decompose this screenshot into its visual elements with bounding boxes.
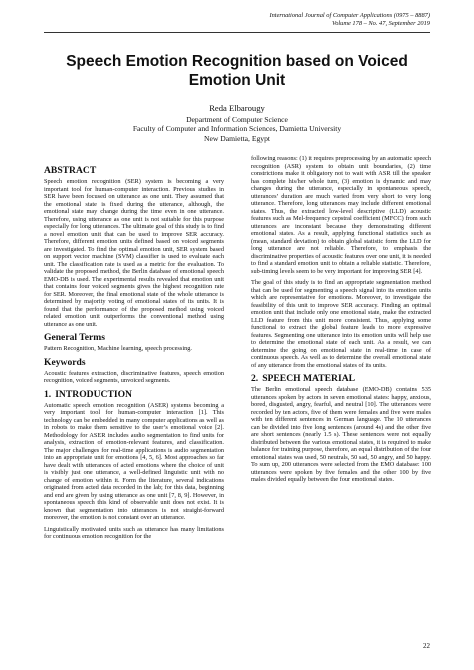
introduction-paragraph-1: Automatic speech emotion recognition (ASER) systems becoming a very important tool for human-computer interaction [1]. This technology can be embedded in many computer applications as well as in robots to make them sensitive to the user’s emotional voice [2]. Methodology for ASER includes audio segmentation to find units for analysis, extraction of emotion-relevant features, and classification. The major challenges for real-time applications is audio segmentation into an appropriate unit for emotions [4, 5, 6]. Most approaches so far have dealt with utterances of acted emotions where the choice of unit is visibly just one utterance, a well-defined linguistic unit with no change of emotion within it. Form the literature, several indications originated from acted data recorded in the lab; for this data, beginning and end are given by using utterance as one unit [7, 8, 9]. However, in spontaneous speech this kind of observable unit does not exist. It is known that segmentation into utterances is not straight-forward moreover, the emotion is not constant over an utterance. [44,401,224,521]
author-name: Reda Elbarougy [209,103,265,113]
journal-volume: Volume 178 – No. 47, September 2019 [332,20,430,28]
keywords-heading: Keywords [44,356,86,368]
general-terms-heading: General Terms [44,332,106,343]
section-number: 2. [251,373,259,384]
section-title: SPEECH MATERIAL [262,373,356,384]
journal-name: International Journal of Computer Applications (0975 – 8887) [269,12,430,19]
keywords-text: Acoustic features extraction, discriminative features, speech emotion recognition, voiced segments, unvoiced segments. [44,369,224,384]
section-number: 1. [44,388,52,400]
introduction-paragraph-2: Linguistically motivated units such as utterance has many limitations for continuous emotion recognition for the [44,525,224,540]
introduction-continued-2: The goal of this study is to find an appropriate segmentation method that can be used for segmenting a speech signal into its emotion units which are representative for emotions. Moreover, to investigate the feasibility of this unit to improve SER accuracy. Finding an optimal emotion unit that include only one emotional state, make the extracted LLD feature from this unit more consistent. Thus, applying some functional to extract the global feature leads to more expressive features. Segmenting one utterance into its emotion units will help use to determine the emotional state of each unit. As a result, we can determine the going on emotional state in real-time in case of continuous speech. As well as to determine the overall emotional state of any utterance from the emotional states of its units. [251,279,431,369]
page-number: 22 [423,642,430,650]
header-rule [44,32,430,33]
abstract-heading: ABSTRACT [44,165,97,176]
section-title: INTRODUCTION [55,388,132,400]
affiliation-department: Department of Computer Science [186,115,288,124]
right-column [251,155,431,488]
introduction-continued-1: following reasons: (1) it requires preprocessing by an automatic speech recognition (ASR) system to obtain unit boundaries, (2) time constrictions make it obligatory not to wait with ASR till the speaker has complete his/her whole turn, (3) emotion is dynamic and may changes during the utterance, especially in spontaneous speech, utterances’ duration are much varied from very short to very long utterance. Therefore, long utterances may include different emotional states. Thus, the extracted low-level descriptive (LLD) acoustic features such as Mel-frequency cepstral coefficient (MFCC) from such utterances are inconstant because they demonstrating different emotional states. As a result, applying functional statistics such as (mean, standard deviation) to obtain global statistic form the LLD for long utterance are not reliable. Therefore, to emphasis the discriminative properties of acoustic features over one unit, it is needed to find a standard emotion unit to obtain a reliable statistic. Therefore, sub-timing levels seem to be very important for improving SER [4]. [251,155,431,275]
affiliation-location: New Damietta, Egypt [203,133,270,143]
left-column [44,163,224,545]
affiliation-faculty: Faculty of Computer and Information Sciences, Damietta University [132,124,342,134]
paper-title: Speech Emotion Recognition based on Voiced Emotion Unit [66,53,408,89]
speech-material-text: The Berlin emotional speech database (EMO-DB) contains 535 utterances spoken by actors in seven emotional states: happy, anxious, bored, disgusted, angry, fearful, and neutral [10]. The utterances were recorded by ten actors, five of them were females and five were males with ten different sentences in German language. The 10 utterances can be divided into five long sentences (around 4s) and the other five are short sentences (nearly 1.5 s). These sentences were not equally distributed between the various emotional states, it is required to make balance for training purpose, therefore, an equal distribution of the four emotional states was used, 50 neutrals, 50 sad, 50 angry, and 50 happy. To sum up, 200 utterances were selected from the EMO database: 100 utterances were spoken by five females and the other 100 by five males divided equally between the four emotional states. [251,386,431,483]
author-affiliation [0,115,474,143]
general-terms-text: Pattern Recognition, Machine learning, speech processing. [44,345,192,352]
speech-material-heading [251,373,431,384]
introduction-heading [44,389,224,400]
journal-header [269,12,430,28]
abstract-text: Speech emotion recognition (SER) system is becoming a very important tool for human-computer interaction. Previous studies in SER have been focused on utterance as one unit. They assumed that the emotional state is fixed during the utterance, although, the emotional state may change during the time even in one utterance. Therefore, using utterance as one unit is not suitable for this purpose especially for long utterances. The ultimate goal of this study is to find a novel emotion unit that can be used to improve SER accuracy. Therefore, different emotion units defined based on voiced segments are investigated. To find the optimal emotion unit, SER system based on support vector machine (SVM) classifier is used to evaluate each unit. The classification rate is used as a metric for the evaluation. To validate the proposed method, the Berlin database of emotional speech EMO-DB is used. The experimental results revealed that emotion unit that contains four voiced segments gives the highest recognition rate for SER. Moreover, the final emotional state of the whole utterance is determined by majority voting of emotional states of its units. It is found that the performance of the proposed method using voiced related emotion unit outperforms the conventional method using utterance as one unit. [44,178,224,328]
